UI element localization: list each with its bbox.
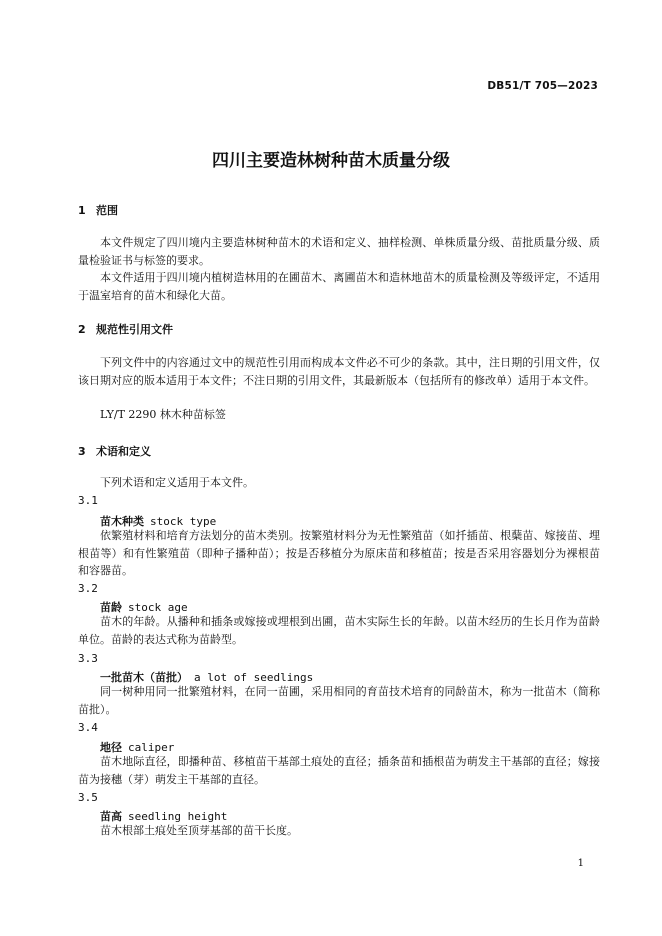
reference-item: LY/T 2290 林木种苗标签 (100, 408, 226, 421)
section-title: 范围 (96, 204, 118, 217)
term-english: caliper (128, 741, 175, 754)
section-heading-3 (78, 443, 151, 459)
section-number: 2 (78, 323, 86, 336)
term-definition: 依繁殖材料和培育方法划分的苗木类别。按繁殖材料分为无性繁殖苗（如扦插苗、根蘖苗、嫁接苗、埋根苗等）和有性繁殖苗（即种子播种苗）；按是否移植分为原床苗和移植苗；按是否采用容器划分为裸根苗和容器苗。 (78, 529, 600, 577)
term-definition: 同一树种用同一批繁殖材料，在同一苗圃，采用相同的育苗技术培育的同龄苗木，称为一批苗木（简称苗批）。 (78, 685, 600, 716)
section-intro: 下列术语和定义适用于本文件。 (100, 476, 254, 489)
term-number: 3.4 (78, 721, 98, 734)
page-number: 1 (577, 858, 584, 869)
section-number: 3 (78, 445, 86, 458)
section-title: 规范性引用文件 (96, 323, 173, 336)
term-chinese: 苗高 (100, 810, 122, 823)
term-number: 3.2 (78, 582, 98, 595)
term-number: 3.5 (78, 791, 98, 804)
term-definition: 苗木地际直径，即播种苗、移植苗干基部土痕处的直径；插条苗和插根苗为萌发主干基部的直径；嫁接苗为接穗（芽）萌发主干基部的直径。 (78, 755, 600, 786)
term-chinese: 苗龄 (100, 601, 122, 614)
term-number: 3.1 (78, 494, 98, 507)
term-english: stock age (128, 601, 188, 614)
term-english: stock type (150, 515, 217, 528)
section-heading-1 (78, 202, 118, 218)
term-chinese: 苗木种类 (100, 515, 144, 528)
term-definition: 苗木的年龄。从播种和插条或嫁接或埋根到出圃，苗木实际生长的年龄。以苗木经历的生长月作为苗龄单位。苗龄的表达式称为苗龄型。 (78, 615, 600, 646)
section-number: 1 (78, 204, 86, 217)
term-definition: 苗木根部土痕处至顶芽基部的苗干长度。 (100, 824, 298, 837)
term-chinese: 一批苗木（苗批） (100, 671, 188, 684)
paragraph: 下列文件中的内容通过文中的规范性引用而构成本文件必不可少的条款。其中，注日期的引用文件，仅该日期对应的版本适用于本文件；不注日期的引用文件，其最新版本（包括所有的修改单）适用于本文件。 (78, 356, 600, 387)
paragraph: 本文件规定了四川境内主要造林树种苗木的术语和定义、抽样检测、单株质量分级、苗批质量分级、质量检验证书与标签的要求。 (78, 236, 600, 267)
term-english: a lot of seedlings (194, 671, 314, 684)
term-english: seedling height (128, 810, 228, 823)
term-number: 3.3 (78, 652, 98, 665)
section-title: 术语和定义 (96, 445, 151, 458)
section-heading-2 (78, 321, 173, 337)
term-chinese: 地径 (100, 741, 122, 754)
document-title: 四川主要造林树种苗木质量分级 (212, 151, 450, 171)
standard-number: DB51/T 705—2023 (487, 80, 598, 92)
paragraph: 本文件适用于四川境内植树造林用的在圃苗木、离圃苗木和造林地苗木的质量检测及等级评定，不适用于温室培育的苗木和绿化大苗。 (78, 271, 600, 302)
